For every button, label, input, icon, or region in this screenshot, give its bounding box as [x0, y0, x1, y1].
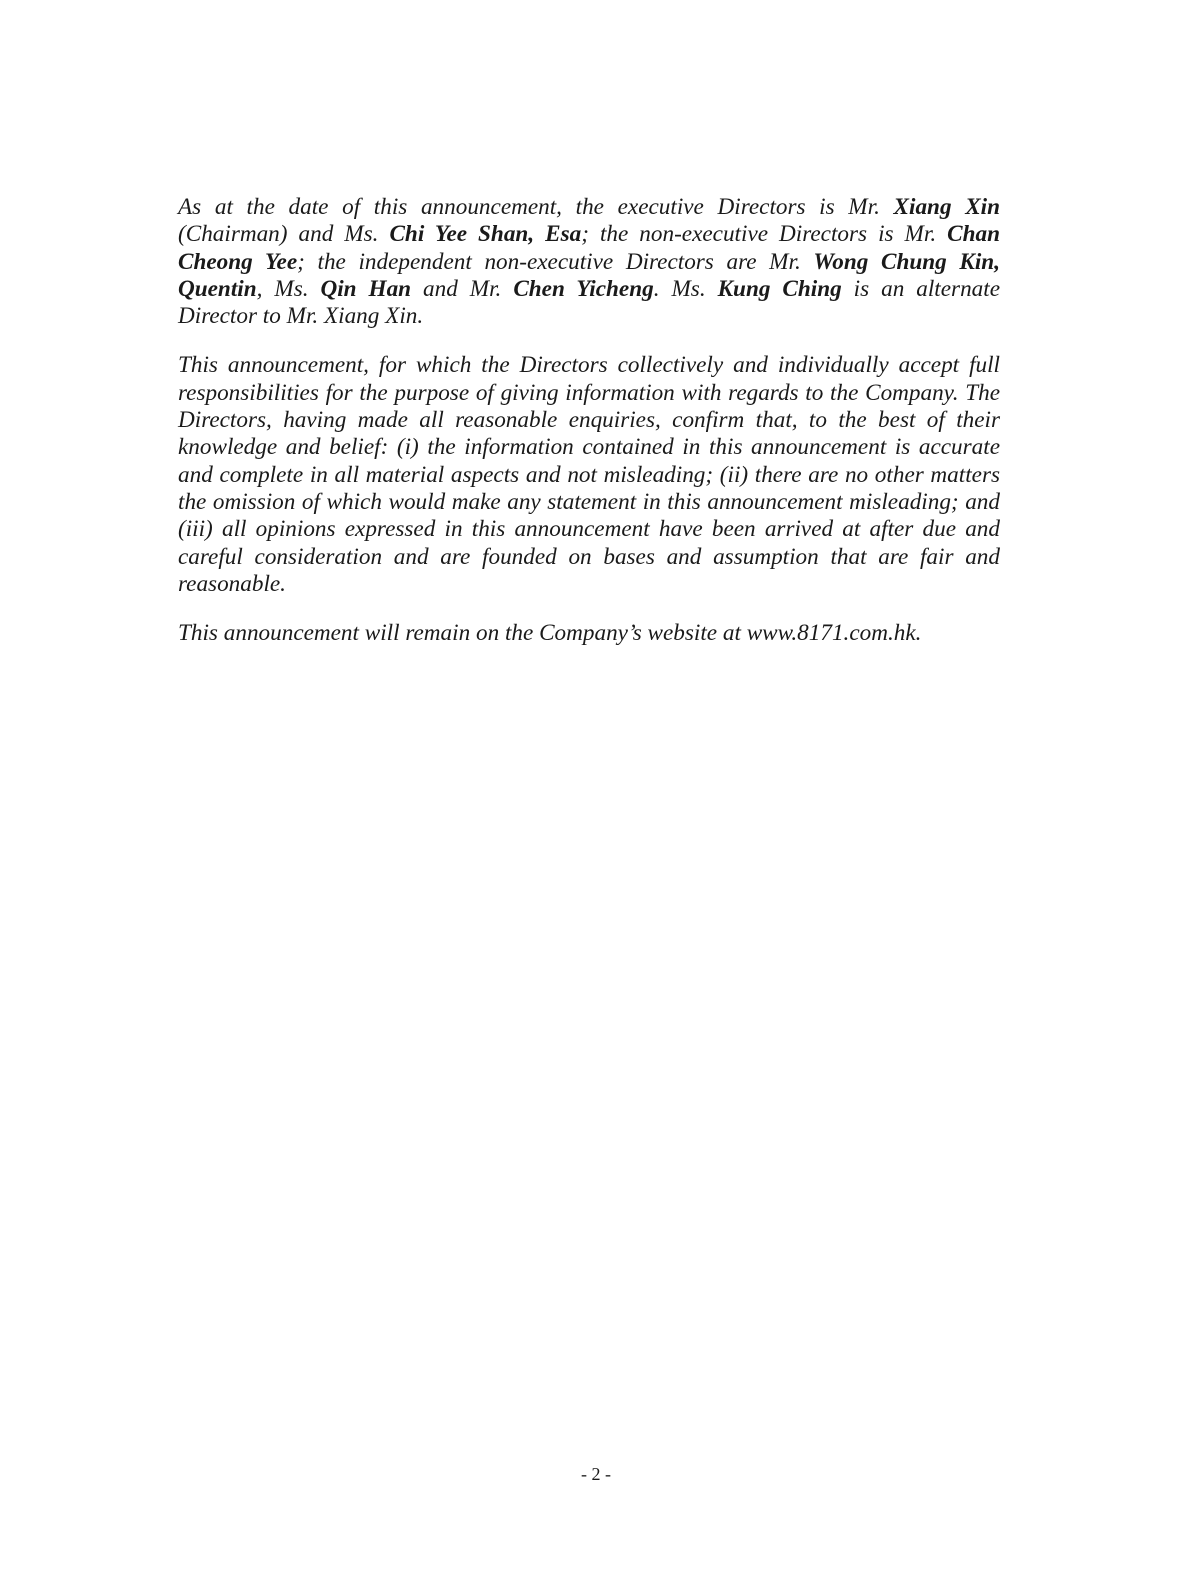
director-name-kung-ching: Kung Ching [717, 275, 842, 302]
director-name-chan-cheong-yee: Chan Cheong Yee [178, 221, 1000, 275]
document-body [178, 194, 1000, 669]
director-name-chi-yee-shan: Chi Yee Shan, Esa [389, 221, 582, 248]
directors-text-1: As at the date of this announcement, the executive Directors is Mr. [178, 194, 894, 220]
page-number: - 2 - [581, 1464, 611, 1484]
directors-text-3: ; the non-executive Directors is Mr. [581, 221, 948, 248]
directors-text-7: . Ms. [653, 275, 718, 302]
directors-text-4: ; the independent non-executive Directors are Mr. [297, 248, 814, 275]
directors-text-6: and Mr. [411, 275, 514, 302]
directors-paragraph [178, 194, 1000, 330]
responsibility-statement-paragraph: This announcement, for which the Directors collectively and individually accept full responsibilities for the purpose of giving information with regards to the Company. The Directors, having made all reasonable enquiries, confirm that, to the best of their knowledge and belief: (i) the information contained in this announcement is accurate and complete in all material aspects and not misleading; (ii) there are no other matters the omission of which would make any statement in this announcement misleading; and (iii) all opinions expressed in this announcement have been arrived at after due and careful consideration and are founded on bases and assumption that are fair and reasonable. [178, 352, 1000, 597]
directors-text-8: is an alternate Director to Mr. Xiang Xin. [178, 275, 1000, 330]
website-notice-paragraph: This announcement will remain on the Company’s website at www.8171.com.hk. [178, 620, 922, 647]
director-name-xiang-xin: Xiang Xin [893, 194, 1001, 220]
directors-text-5: , Ms. [256, 275, 321, 302]
directors-text-2: (Chairman) and Ms. [178, 221, 390, 248]
director-name-wong-chung-kin: Wong Chung Kin, Quentin [178, 248, 1001, 302]
director-name-qin-han: Qin Han [320, 275, 412, 302]
director-name-chen-yicheng: Chen Yicheng [513, 275, 654, 302]
